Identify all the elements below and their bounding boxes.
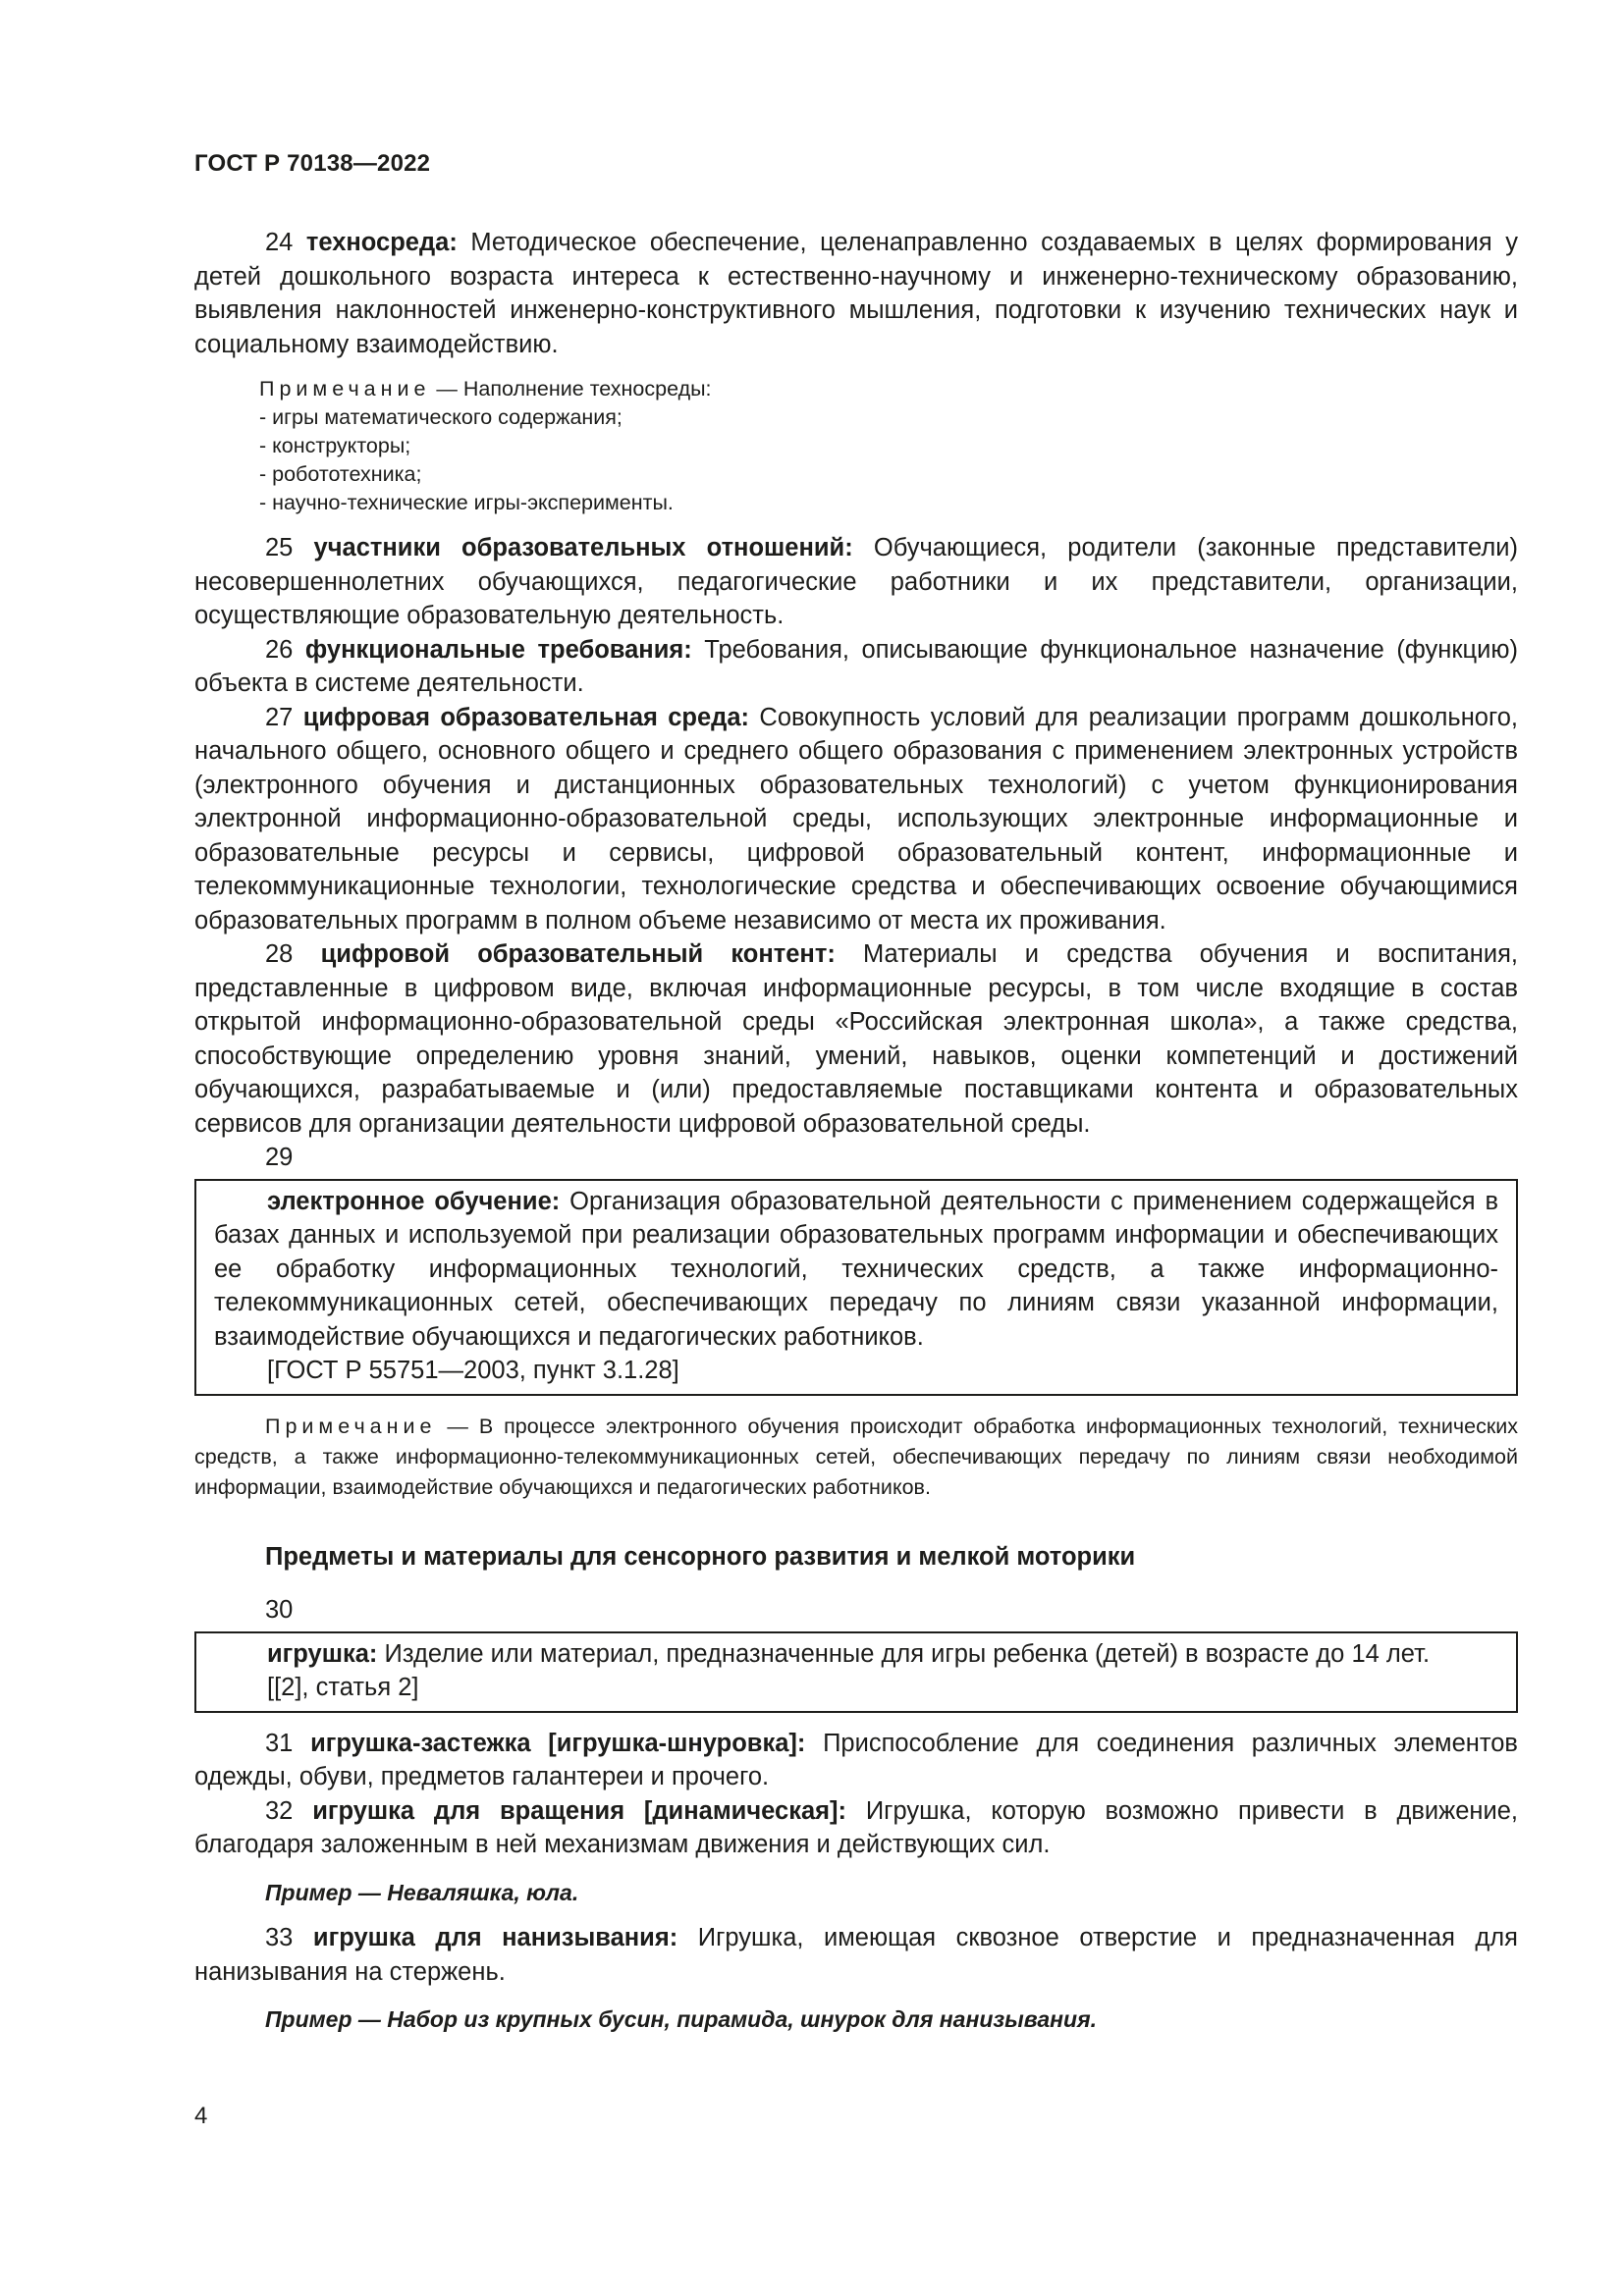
section-title: Предметы и материалы для сенсорного развития и мелкой моторики (265, 1542, 1136, 1571)
term-name: электронное обучение: (267, 1187, 561, 1215)
term-definition: Методическое обеспечение, целенаправленно создаваемых в целях формирования у детей дошкольного возраста интереса к естественно-научному и инженерно-техническому образованию, выявления наклонностей инженерно-конструктивного мышления, подготовки к изучению технических наук и социальному взаимодействию. (194, 229, 1518, 358)
term-name: игрушка: (267, 1639, 378, 1668)
term-number: 25 (265, 534, 294, 561)
note-intro: — Наполнение техносреды: (430, 377, 712, 400)
page-number: 4 (194, 2103, 208, 2129)
note-label: Примечание (259, 377, 431, 400)
term-entry-26 (194, 633, 1518, 701)
term-entry-30 (214, 1637, 1498, 1672)
term-name: игрушка для вращения [динамическая]: (312, 1796, 846, 1825)
term-entry-24 (194, 226, 1518, 361)
term-entry-31 (194, 1727, 1518, 1794)
term-entry-25 (194, 531, 1518, 633)
term-number: 27 (265, 703, 294, 731)
term-number: 24 (265, 229, 294, 256)
term-entry-29 (214, 1185, 1498, 1355)
note-item: - научно-технические игры-эксперименты. (259, 491, 674, 514)
term-box-30 (194, 1631, 1518, 1713)
term-definition: Организация образовательной деятельности с применением содержащейся в базах данных и используемой при реализации образовательных программ информации и обеспечивающих ее обработку информационных технологий, технических средств, а также информационно-телекоммуникационных сетей, обеспечивающих передачу по линиям связи указанной информации, взаимодействие обучающихся и педагогических работников. (214, 1187, 1498, 1351)
term-number: 31 (265, 1729, 294, 1757)
note-item: - игры математического содержания; (259, 405, 623, 429)
term-name: техносреда: (305, 229, 458, 256)
example-33: Пример — Набор из крупных бусин, пирамида, шнурок для нанизывания. (265, 2006, 1098, 2032)
term-name: игрушка-застежка [игрушка-шнуровка]: (310, 1729, 806, 1757)
term-definition: Совокупность условий для реализации программ дошкольного, начального общего, основного общего и среднего общего образования с применением электронных устройств (электронного обучения и дистанционных образовательных технологий) с учетом функционирования электронной информационно-образовательной среды, использующих электронные информационные и образовательные ресурсы и сервисы, цифровой образовательный контент, информационные и телекоммуникационные технологии, технологические средства и обеспечивающих освоение обучающимися образовательных программ в полном объеме независимо от места их проживания. (194, 703, 1518, 934)
term-entry-27 (194, 701, 1518, 938)
term-source: [ГОСТ Р 55751—2003, пункт 3.1.28] (267, 1357, 679, 1384)
term-entry-28 (194, 937, 1518, 1141)
note-text: — В процессе электронного обучения происходит обработка информационных технологий, технических средств, а также информационно-телекоммуникационных сетей, обеспечивающих передачу по линиям связи необходимой информации, взаимодействие обучающихся и педагогических работников. (194, 1414, 1518, 1499)
term-definition: Изделие или материал, предназначенные для игры ребенка (детей) в возрасте до 14 лет. (384, 1639, 1431, 1668)
term-box-29 (194, 1179, 1518, 1396)
term-definition: Игрушка, которую возможно привести в движение, благодаря заложенным в ней механизмам движения и действующих сил. (194, 1796, 1518, 1858)
note-item: - конструкторы; (259, 434, 411, 457)
term-name: участники образовательных отношений: (313, 534, 853, 561)
note-item: - робототехника; (259, 462, 422, 486)
example-32: Пример — Неваляшка, юла. (265, 1879, 579, 1905)
term-entry-32 (194, 1794, 1518, 1862)
term-definition: Приспособление для соединения различных элементов одежды, обуви, предметов галантереи и прочего. (194, 1729, 1518, 1790)
term-number: 33 (265, 1924, 294, 1951)
term-number: 26 (265, 635, 294, 664)
document-header: ГОСТ Р 70138—2022 (194, 150, 431, 177)
term-number: 28 (265, 940, 294, 968)
term-name: цифровой образовательный контент: (320, 940, 836, 968)
note-29 (194, 1412, 1518, 1503)
term-entry-33 (194, 1921, 1518, 1989)
term-name: игрушка для нанизывания: (312, 1924, 678, 1951)
term-source: [[2], статья 2] (267, 1674, 419, 1701)
term-definition: Требования, описывающие функциональное назначение (функцию) объекта в системе деятельности. (194, 635, 1518, 697)
note-24 (259, 375, 1518, 517)
term-number-29: 29 (265, 1144, 294, 1171)
term-number-30: 30 (265, 1596, 294, 1624)
term-definition: Материалы и средства обучения и воспитания, представленные в цифровом виде, включая информационные ресурсы, в том числе входящие в состав открытой информационно-образовательной среды «Российская электронная школа», а также средства, способствующие определению уровня знаний, умений, навыков, оценки компетенций и достижений обучающихся, разрабатываемые и (или) предоставляемые поставщиками контента и образовательных сервисов для организации деятельности цифровой образовательной среды. (194, 940, 1519, 1138)
term-name: функциональные требования: (304, 635, 692, 664)
page-content (194, 226, 1518, 2049)
term-number: 32 (265, 1796, 294, 1825)
term-name: цифровая образовательная среда: (302, 703, 750, 731)
term-definition: Обучающиеся, родители (законные представители) несовершеннолетних обучающихся, педагогические работники и их представители, организации, осуществляющие образовательную деятельность. (194, 534, 1518, 629)
note-label: Примечание (265, 1414, 437, 1438)
term-definition: Игрушка, имеющая сквозное отверстие и предназначенная для нанизывания на стержень. (194, 1924, 1518, 1986)
